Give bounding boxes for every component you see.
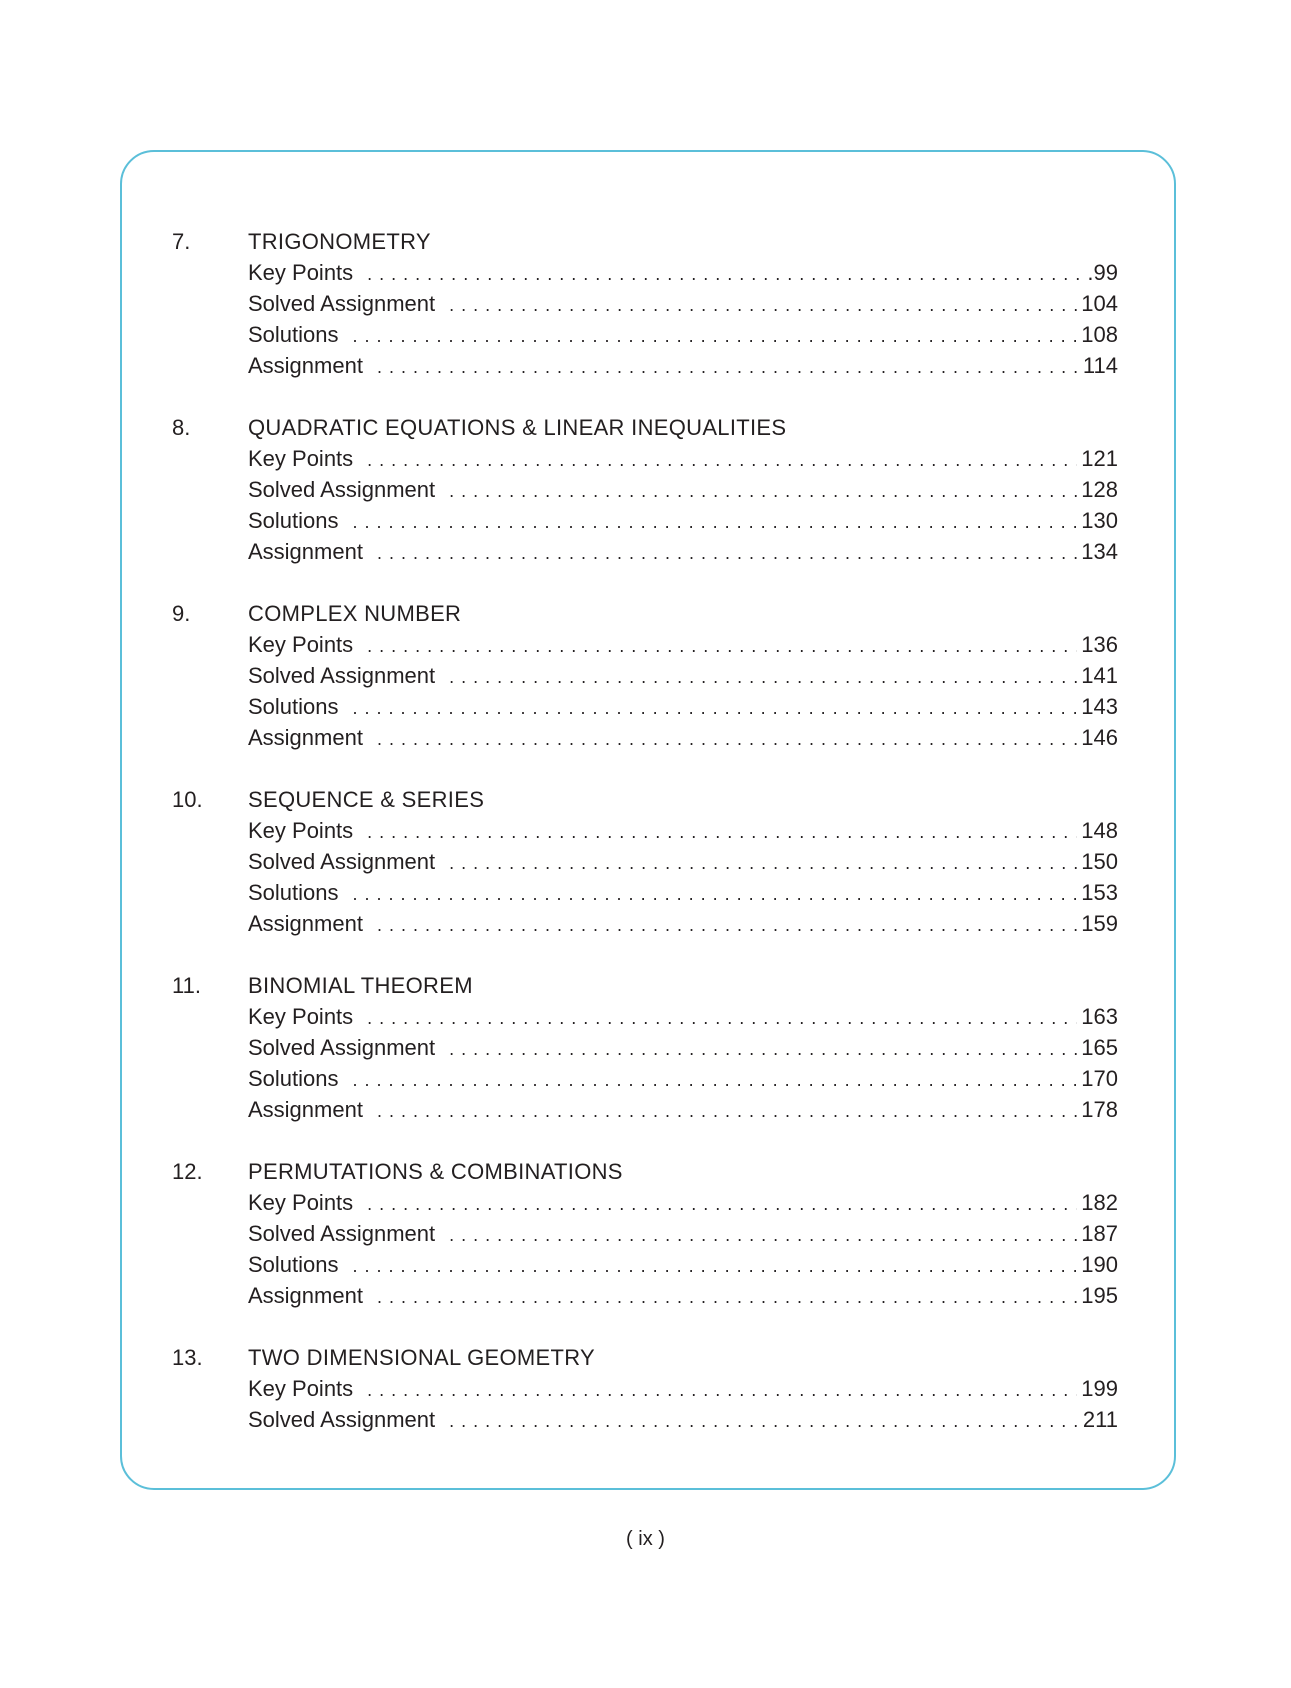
toc-entry[interactable] xyxy=(248,877,1118,908)
chapter-number: 13. xyxy=(172,1345,203,1370)
dot-leader xyxy=(449,1034,1077,1063)
chapter-number: 11. xyxy=(172,973,201,998)
entry-page-number: 134 xyxy=(1081,539,1118,564)
chapter-title: TRIGONOMETRY xyxy=(248,229,431,254)
dot-leader xyxy=(377,538,1077,567)
toc-entry[interactable] xyxy=(248,629,1118,660)
entry-label: Solved Assignment xyxy=(248,1407,436,1432)
toc-entry[interactable] xyxy=(248,1001,1118,1032)
chapter-number: 7. xyxy=(172,229,191,254)
dot-leader xyxy=(367,1375,1077,1404)
entry-page-number: 104 xyxy=(1081,291,1118,316)
toc-entry[interactable] xyxy=(248,846,1118,877)
toc-entry[interactable] xyxy=(248,443,1118,474)
dot-leader xyxy=(449,848,1077,877)
dot-leader xyxy=(377,910,1077,939)
toc-entry[interactable] xyxy=(248,505,1118,536)
entry-label: Key Points xyxy=(248,260,354,285)
entry-page-number: .99 xyxy=(1087,260,1118,285)
entry-page-number: 150 xyxy=(1081,849,1118,874)
entry-label: Key Points xyxy=(248,1004,354,1029)
entry-page-number: 165 xyxy=(1081,1035,1118,1060)
chapter-title: TWO DIMENSIONAL GEOMETRY xyxy=(248,1345,596,1370)
toc-entry[interactable] xyxy=(248,319,1118,350)
entry-label: Solved Assignment xyxy=(248,849,436,874)
toc-entry[interactable] xyxy=(248,1218,1118,1249)
table-of-contents xyxy=(172,226,1118,1466)
entry-page-number: 128 xyxy=(1081,477,1118,502)
toc-entry[interactable] xyxy=(248,815,1118,846)
toc-chapter xyxy=(172,970,1118,1125)
entry-page-number: 136 xyxy=(1081,632,1118,657)
entry-label: Solutions xyxy=(248,1066,339,1091)
dot-leader xyxy=(353,1065,1078,1094)
chapter-heading xyxy=(172,412,1118,443)
entry-page-number: 182 xyxy=(1081,1190,1118,1215)
dot-leader xyxy=(367,1003,1077,1032)
toc-entry[interactable] xyxy=(248,474,1118,505)
entry-label: Solutions xyxy=(248,1252,339,1277)
dot-leader xyxy=(353,507,1078,536)
entry-page-number: 114 xyxy=(1082,353,1118,378)
toc-entry[interactable] xyxy=(248,1280,1118,1311)
entry-label: Solved Assignment xyxy=(248,663,436,688)
entry-label: Solved Assignment xyxy=(248,1035,436,1060)
toc-entry[interactable] xyxy=(248,1373,1118,1404)
entry-page-number: 148 xyxy=(1081,818,1118,843)
dot-leader xyxy=(449,290,1077,319)
toc-chapter xyxy=(172,412,1118,567)
toc-entry[interactable] xyxy=(248,1187,1118,1218)
entry-label: Assignment xyxy=(248,725,363,750)
entry-page-number: 190 xyxy=(1081,1252,1118,1277)
entry-label: Key Points xyxy=(248,446,354,471)
entry-page-number: 108 xyxy=(1081,322,1118,347)
entry-label: Solutions xyxy=(248,694,339,719)
entry-label: Solutions xyxy=(248,880,339,905)
toc-chapter xyxy=(172,784,1118,939)
chapter-number: 9. xyxy=(172,601,191,626)
dot-leader xyxy=(353,1251,1078,1280)
toc-entry[interactable] xyxy=(248,1094,1118,1125)
chapter-number: 10. xyxy=(172,787,203,812)
entry-label: Solved Assignment xyxy=(248,291,436,316)
dot-leader xyxy=(449,662,1077,691)
page-number: ( ix ) xyxy=(626,1528,665,1550)
entry-label: Solved Assignment xyxy=(248,1221,436,1246)
entry-page-number: 163 xyxy=(1081,1004,1118,1029)
toc-entry[interactable] xyxy=(248,1249,1118,1280)
entry-label: Key Points xyxy=(248,1190,354,1215)
dot-leader xyxy=(367,631,1077,660)
toc-entry[interactable] xyxy=(248,722,1118,753)
entry-label: Solutions xyxy=(248,508,339,533)
dot-leader xyxy=(367,259,1083,288)
chapter-heading xyxy=(172,598,1118,629)
dot-leader xyxy=(367,817,1077,846)
toc-entry[interactable] xyxy=(248,1032,1118,1063)
toc-entry[interactable] xyxy=(248,660,1118,691)
entry-page-number: 187 xyxy=(1081,1221,1118,1246)
chapter-title: QUADRATIC EQUATIONS & LINEAR INEQUALITIES xyxy=(248,415,787,440)
chapter-heading xyxy=(172,1342,1118,1373)
entry-label: Assignment xyxy=(248,911,363,936)
entry-page-number: 141 xyxy=(1081,663,1118,688)
toc-entry[interactable] xyxy=(248,350,1118,381)
chapter-title: PERMUTATIONS & COMBINATIONS xyxy=(248,1159,623,1184)
entry-label: Assignment xyxy=(248,539,363,564)
dot-leader xyxy=(449,1220,1077,1249)
entry-page-number: 130 xyxy=(1081,508,1118,533)
dot-leader xyxy=(353,693,1078,722)
entry-page-number: 121 xyxy=(1081,446,1118,471)
dot-leader xyxy=(377,1096,1077,1125)
entry-label: Key Points xyxy=(248,818,354,843)
toc-entry[interactable] xyxy=(248,536,1118,567)
toc-entry[interactable] xyxy=(248,691,1118,722)
chapter-number: 12. xyxy=(172,1159,203,1184)
chapter-heading xyxy=(172,1156,1118,1187)
dot-leader xyxy=(449,1406,1079,1435)
dot-leader xyxy=(353,321,1078,350)
chapter-title: BINOMIAL THEOREM xyxy=(248,973,473,998)
entry-page-number: 153 xyxy=(1081,880,1118,905)
entry-page-number: 211 xyxy=(1082,1407,1118,1432)
chapter-heading xyxy=(172,226,1118,257)
toc-chapter xyxy=(172,1342,1118,1435)
entry-label: Key Points xyxy=(248,632,354,657)
toc-entry[interactable] xyxy=(248,257,1118,288)
chapter-heading xyxy=(172,970,1118,1001)
chapter-title: SEQUENCE & SERIES xyxy=(248,787,485,812)
dot-leader xyxy=(377,1282,1077,1311)
dot-leader xyxy=(367,445,1077,474)
toc-entry[interactable] xyxy=(248,1063,1118,1094)
dot-leader xyxy=(377,724,1077,753)
toc-entry[interactable] xyxy=(248,908,1118,939)
entry-page-number: 146 xyxy=(1081,725,1118,750)
chapter-number: 8. xyxy=(172,415,191,440)
entry-label: Solved Assignment xyxy=(248,477,436,502)
chapter-heading xyxy=(172,784,1118,815)
entry-page-number: 170 xyxy=(1081,1066,1118,1091)
entry-page-number: 178 xyxy=(1081,1097,1118,1122)
entry-page-number: 195 xyxy=(1081,1283,1118,1308)
toc-entry[interactable] xyxy=(248,288,1118,319)
dot-leader xyxy=(449,476,1077,505)
dot-leader xyxy=(377,352,1079,381)
entry-page-number: 159 xyxy=(1081,911,1118,936)
entry-page-number: 143 xyxy=(1081,694,1118,719)
dot-leader xyxy=(353,879,1078,908)
entry-label: Assignment xyxy=(248,1283,363,1308)
entry-page-number: 199 xyxy=(1081,1376,1118,1401)
chapter-title: COMPLEX NUMBER xyxy=(248,601,462,626)
toc-chapter xyxy=(172,226,1118,381)
entry-label: Assignment xyxy=(248,1097,363,1122)
dot-leader xyxy=(367,1189,1077,1218)
entry-label: Key Points xyxy=(248,1376,354,1401)
entry-label: Assignment xyxy=(248,353,363,378)
toc-chapter xyxy=(172,1156,1118,1311)
entry-label: Solutions xyxy=(248,322,339,347)
toc-chapter xyxy=(172,598,1118,753)
toc-entry[interactable] xyxy=(248,1404,1118,1435)
